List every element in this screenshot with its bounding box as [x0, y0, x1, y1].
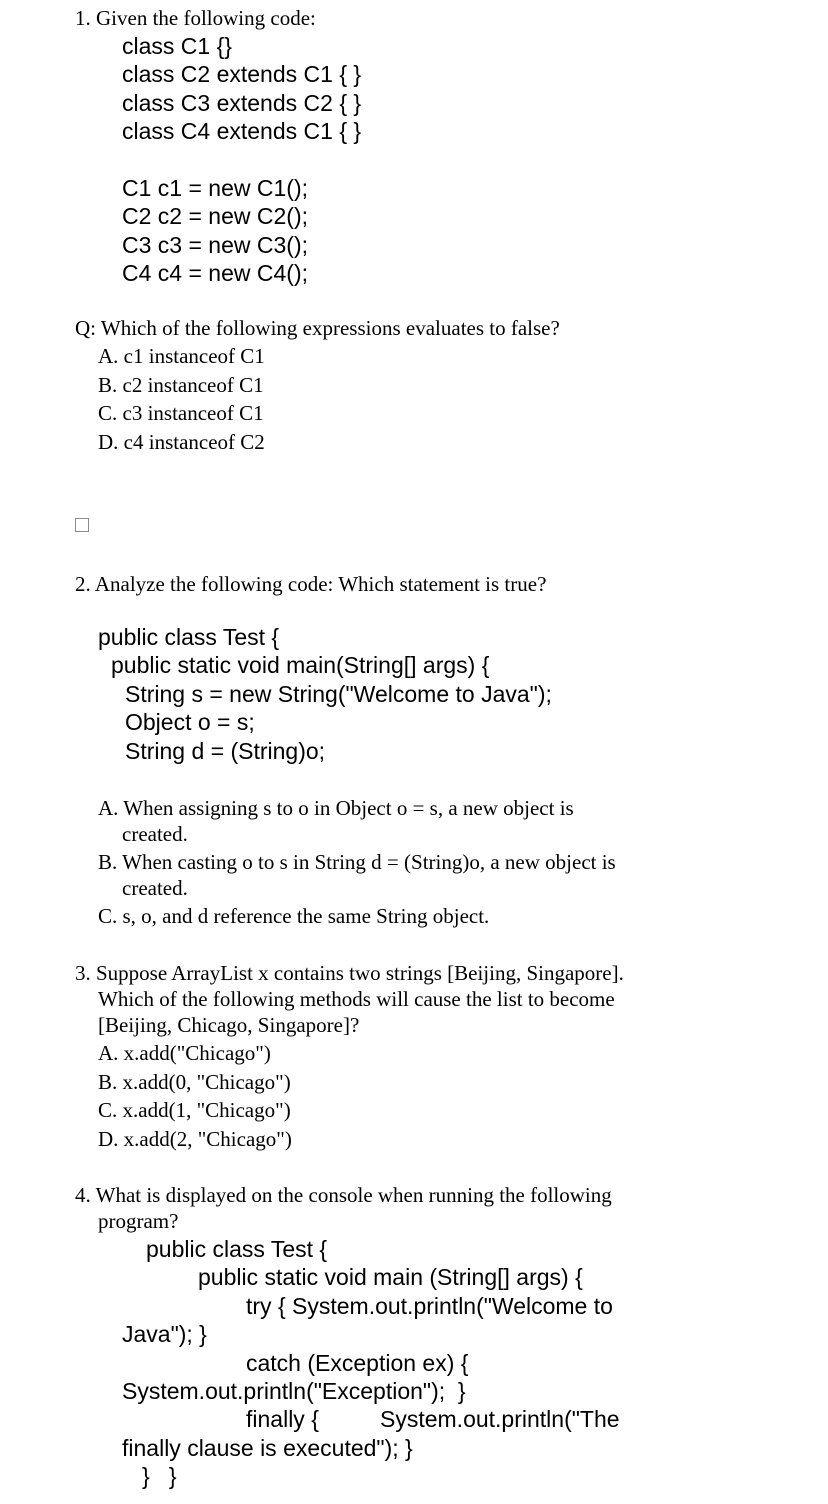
q2-option-b-cont: created.	[122, 876, 188, 900]
q3-option-a: A. x.add("Chicago")	[98, 1041, 271, 1065]
q4-code-line: } }	[142, 1463, 177, 1489]
q1-code-line: C4 c4 = new C4();	[122, 260, 308, 286]
q4-line: program?	[98, 1209, 179, 1233]
q3-option-c: C. x.add(1, "Chicago")	[98, 1098, 291, 1122]
q2-option-a-cont: created.	[122, 822, 188, 846]
q4-code-line: public class Test {	[146, 1236, 328, 1262]
q2-header: 2. Analyze the following code: Which statement is true?	[75, 572, 547, 596]
q4-code-line: System.out.println("The	[380, 1406, 620, 1432]
q4-code-line: System.out.println("Exception"); }	[122, 1378, 466, 1404]
q2-code-line: public class Test {	[98, 624, 280, 650]
q1-code-line: class C3 extends C2 { }	[122, 90, 362, 116]
q2-code-line: public static void main(String[] args) {	[111, 652, 490, 678]
q3-line: Which of the following methods will cause the list to become	[98, 987, 615, 1011]
q1-option-c: C. c3 instanceof C1	[98, 401, 264, 425]
q2-code-line: String d = (String)o;	[125, 738, 326, 764]
q1-question: Q: Which of the following expressions evaluates to false?	[75, 316, 560, 340]
q2-option-a: A. When assigning s to o in Object o = s, a new object is	[98, 796, 574, 820]
q4-line: 4. What is displayed on the console when running the following	[75, 1183, 612, 1207]
q1-code-line: class C4 extends C1 { }	[122, 118, 362, 144]
q1-option-a: A. c1 instanceof C1	[98, 344, 265, 368]
q4-code-line: catch (Exception ex) {	[246, 1350, 469, 1376]
q3-option-d: D. x.add(2, "Chicago")	[98, 1127, 292, 1151]
q2-code-line: String s = new String("Welcome to Java");	[125, 681, 552, 707]
q1-code-line: class C2 extends C1 { }	[122, 61, 362, 87]
q3-line: 3. Suppose ArrayList x contains two strings [Beijing, Singapore].	[75, 961, 624, 985]
q4-code-line: finally clause is executed"); }	[122, 1435, 413, 1461]
q4-code-line: Java"); }	[122, 1321, 207, 1347]
q4-code-line: try { System.out.println("Welcome to	[246, 1293, 613, 1319]
q1-code-line: C2 c2 = new C2();	[122, 203, 308, 229]
q1-code-line: class C1 {}	[122, 33, 232, 59]
q2-option-b: B. When casting o to s in String d = (String)o, a new object is	[98, 850, 616, 874]
q3-line: [Beijing, Chicago, Singapore]?	[98, 1013, 360, 1037]
answer-checkbox[interactable]	[75, 518, 89, 532]
q4-code-line: finally {	[246, 1406, 319, 1432]
q1-option-d: D. c4 instanceof C2	[98, 430, 265, 454]
q1-header: 1. Given the following code:	[75, 6, 316, 30]
q1-code-line: C1 c1 = new C1();	[122, 175, 308, 201]
q2-option-c: C. s, o, and d reference the same String object.	[98, 904, 490, 928]
q4-code-line: public static void main (String[] args) {	[198, 1264, 583, 1290]
q2-code-line: Object o = s;	[125, 709, 255, 735]
q1-option-b: B. c2 instanceof C1	[98, 373, 264, 397]
q1-code-line: C3 c3 = new C3();	[122, 232, 308, 258]
q3-option-b: B. x.add(0, "Chicago")	[98, 1070, 291, 1094]
